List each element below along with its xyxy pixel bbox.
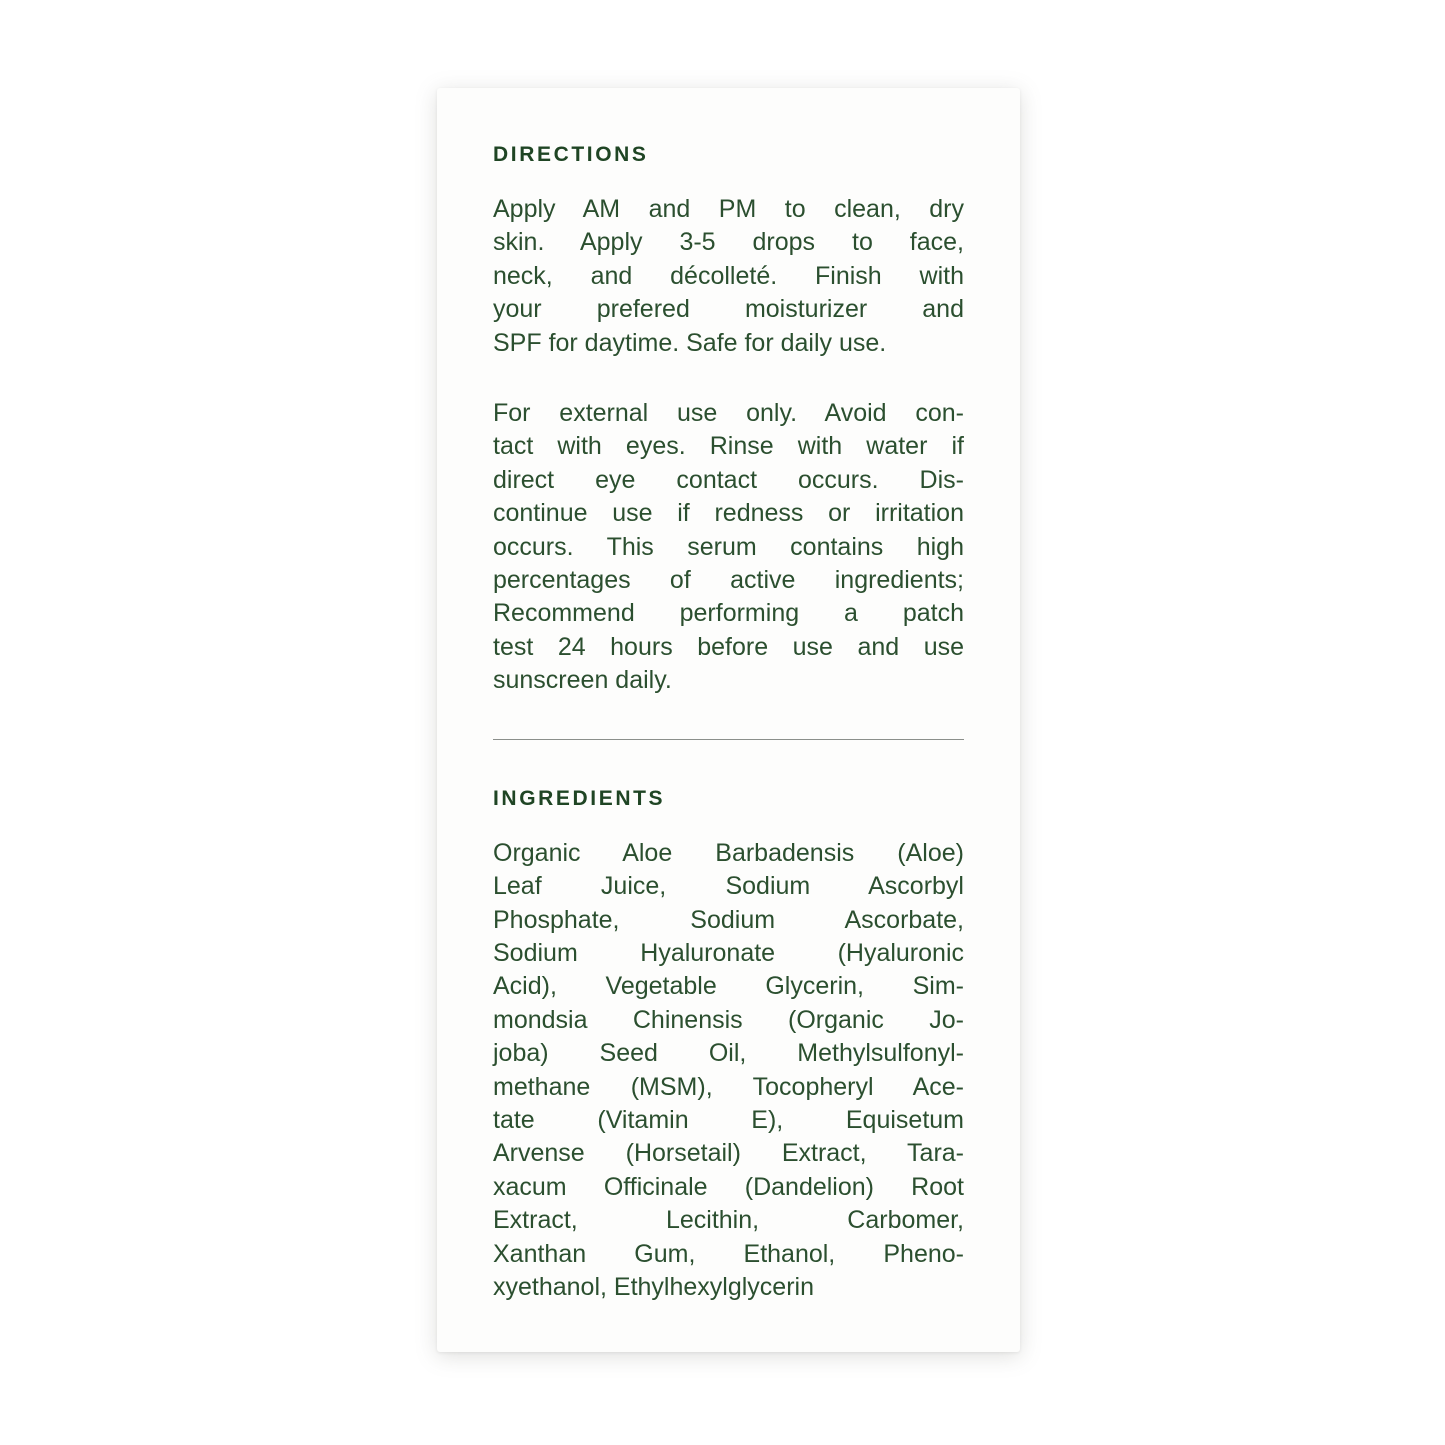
text-line: Apply AM and PM to clean, dry [493,195,964,223]
directions-heading: DIRECTIONS [493,143,649,166]
paragraph [493,837,964,1305]
text-line: For external use only. Avoid con- [493,399,964,428]
text-line: Arvense (Horsetail) Extract, Tara- [493,1139,964,1168]
ingredients-heading: INGREDIENTS [493,786,666,810]
text-line: occurs. This serum contains high [493,532,964,561]
text-line: joba) Seed Oil, Methylsulfonyl- [493,1039,964,1068]
text-line: test 24 hours before use and use [493,632,964,661]
text-line: continue use if redness or irritation [493,499,964,528]
text-line: Leaf Juice, Sodium Ascorbyl [493,872,964,901]
text-line: direct eye contact occurs. Dis- [493,465,964,494]
text-line: neck, and décolleté. Finish with [493,261,964,290]
text-line: your prefered moisturizer and [493,295,964,324]
text-line: Phosphate, Sodium Ascorbate, [493,905,964,934]
text-line: Sodium Hyaluronate (Hyaluronic [493,938,964,967]
directions-body [493,193,964,698]
text-line: percentages of active ingredients; [493,566,964,595]
product-label-card [437,88,1020,1352]
text-line: Acid), Vegetable Glycerin, Sim- [493,972,964,1001]
section-directions [493,142,964,698]
text-line: mondsia Chinensis (Organic Jo- [493,1005,964,1034]
section-ingredients [493,786,964,1305]
text-line: tact with eyes. Rinse with water if [493,432,964,461]
text-line: tate (Vitamin E), Equisetum [493,1105,964,1134]
text-line: Xanthan Gum, Ethanol, Pheno- [493,1239,964,1268]
text-line: methane (MSM), Tocopheryl Ace- [493,1072,964,1101]
text-line: SPF for daytime. Safe for daily use. [493,328,887,357]
text-line: Recommend performing a patch [493,599,964,628]
section-divider [493,739,964,740]
text-line: xacum Officinale (Dandelion) Root [493,1172,964,1201]
paragraph [493,397,964,698]
text-line: Organic Aloe Barbadensis (Aloe) [493,838,964,867]
text-line: skin. Apply 3-5 drops to face, [493,228,964,257]
paragraph [493,193,964,360]
text-line: Extract, Lecithin, Carbomer, [493,1206,964,1235]
text-line: sunscreen daily. [493,666,672,695]
ingredients-body [493,837,964,1305]
text-line: xyethanol, Ethylhexylglycerin [493,1272,814,1301]
